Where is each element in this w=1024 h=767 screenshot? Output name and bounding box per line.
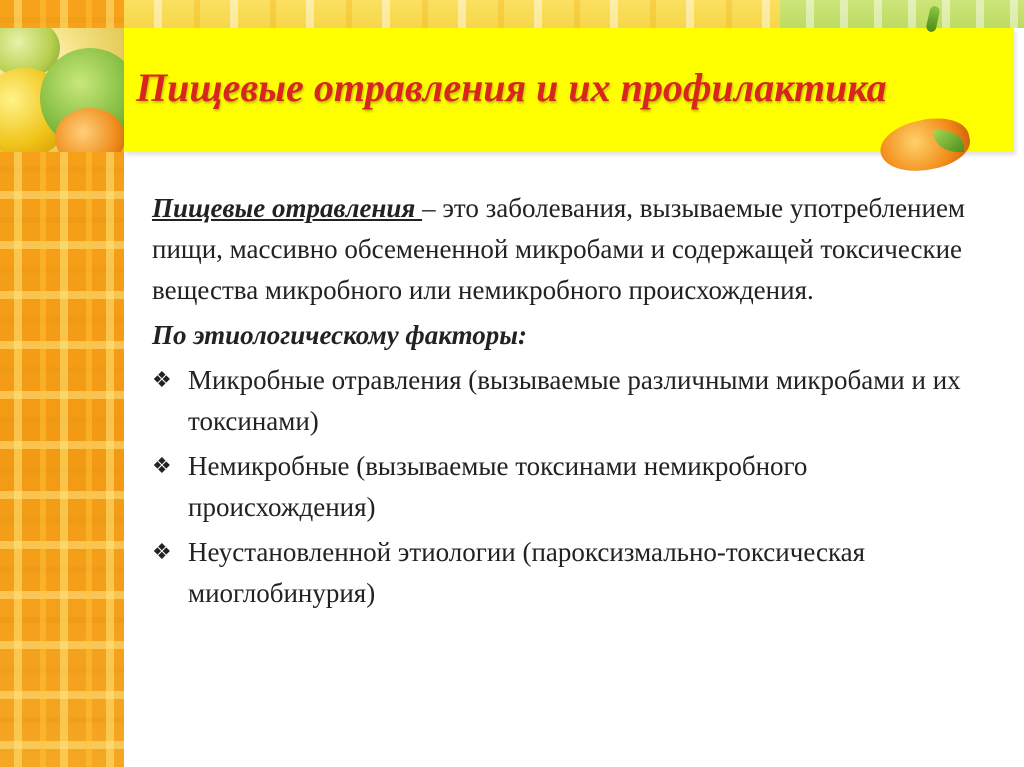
plaid-background-top	[124, 0, 780, 28]
definition-text: – это заболевания, вызываемые употреблением пищи, массивно обсемененной микробами и содержащей токсические вещества микробного или немикробного происхождения.	[152, 193, 966, 305]
definition-paragraph	[152, 188, 982, 311]
list-item-text: Немикробные (вызываемые токсинами немикробного происхождения)	[188, 451, 808, 522]
list-item-text: Микробные отравления (вызываемые различными микробами и их токсинами)	[188, 365, 961, 436]
definition-term: Пищевые отравления	[152, 193, 423, 223]
slide-content	[152, 188, 982, 614]
diamond-bullet-icon: ❖	[152, 540, 172, 565]
fruit-image	[0, 28, 124, 152]
etiology-list	[152, 360, 982, 614]
list-item	[152, 360, 982, 442]
slide-title: Пищевые отравления и их профилактика	[136, 65, 887, 110]
diamond-bullet-icon: ❖	[152, 368, 172, 393]
diamond-bullet-icon: ❖	[152, 454, 172, 479]
list-item-text: Неустановленной этиологии (пароксизмально-токсическая миоглобинурия)	[188, 537, 866, 608]
list-item	[152, 446, 982, 528]
etiology-heading: По этиологическому факторы:	[152, 320, 527, 350]
list-item	[152, 532, 982, 614]
plaid-background-top-right	[780, 0, 1024, 28]
